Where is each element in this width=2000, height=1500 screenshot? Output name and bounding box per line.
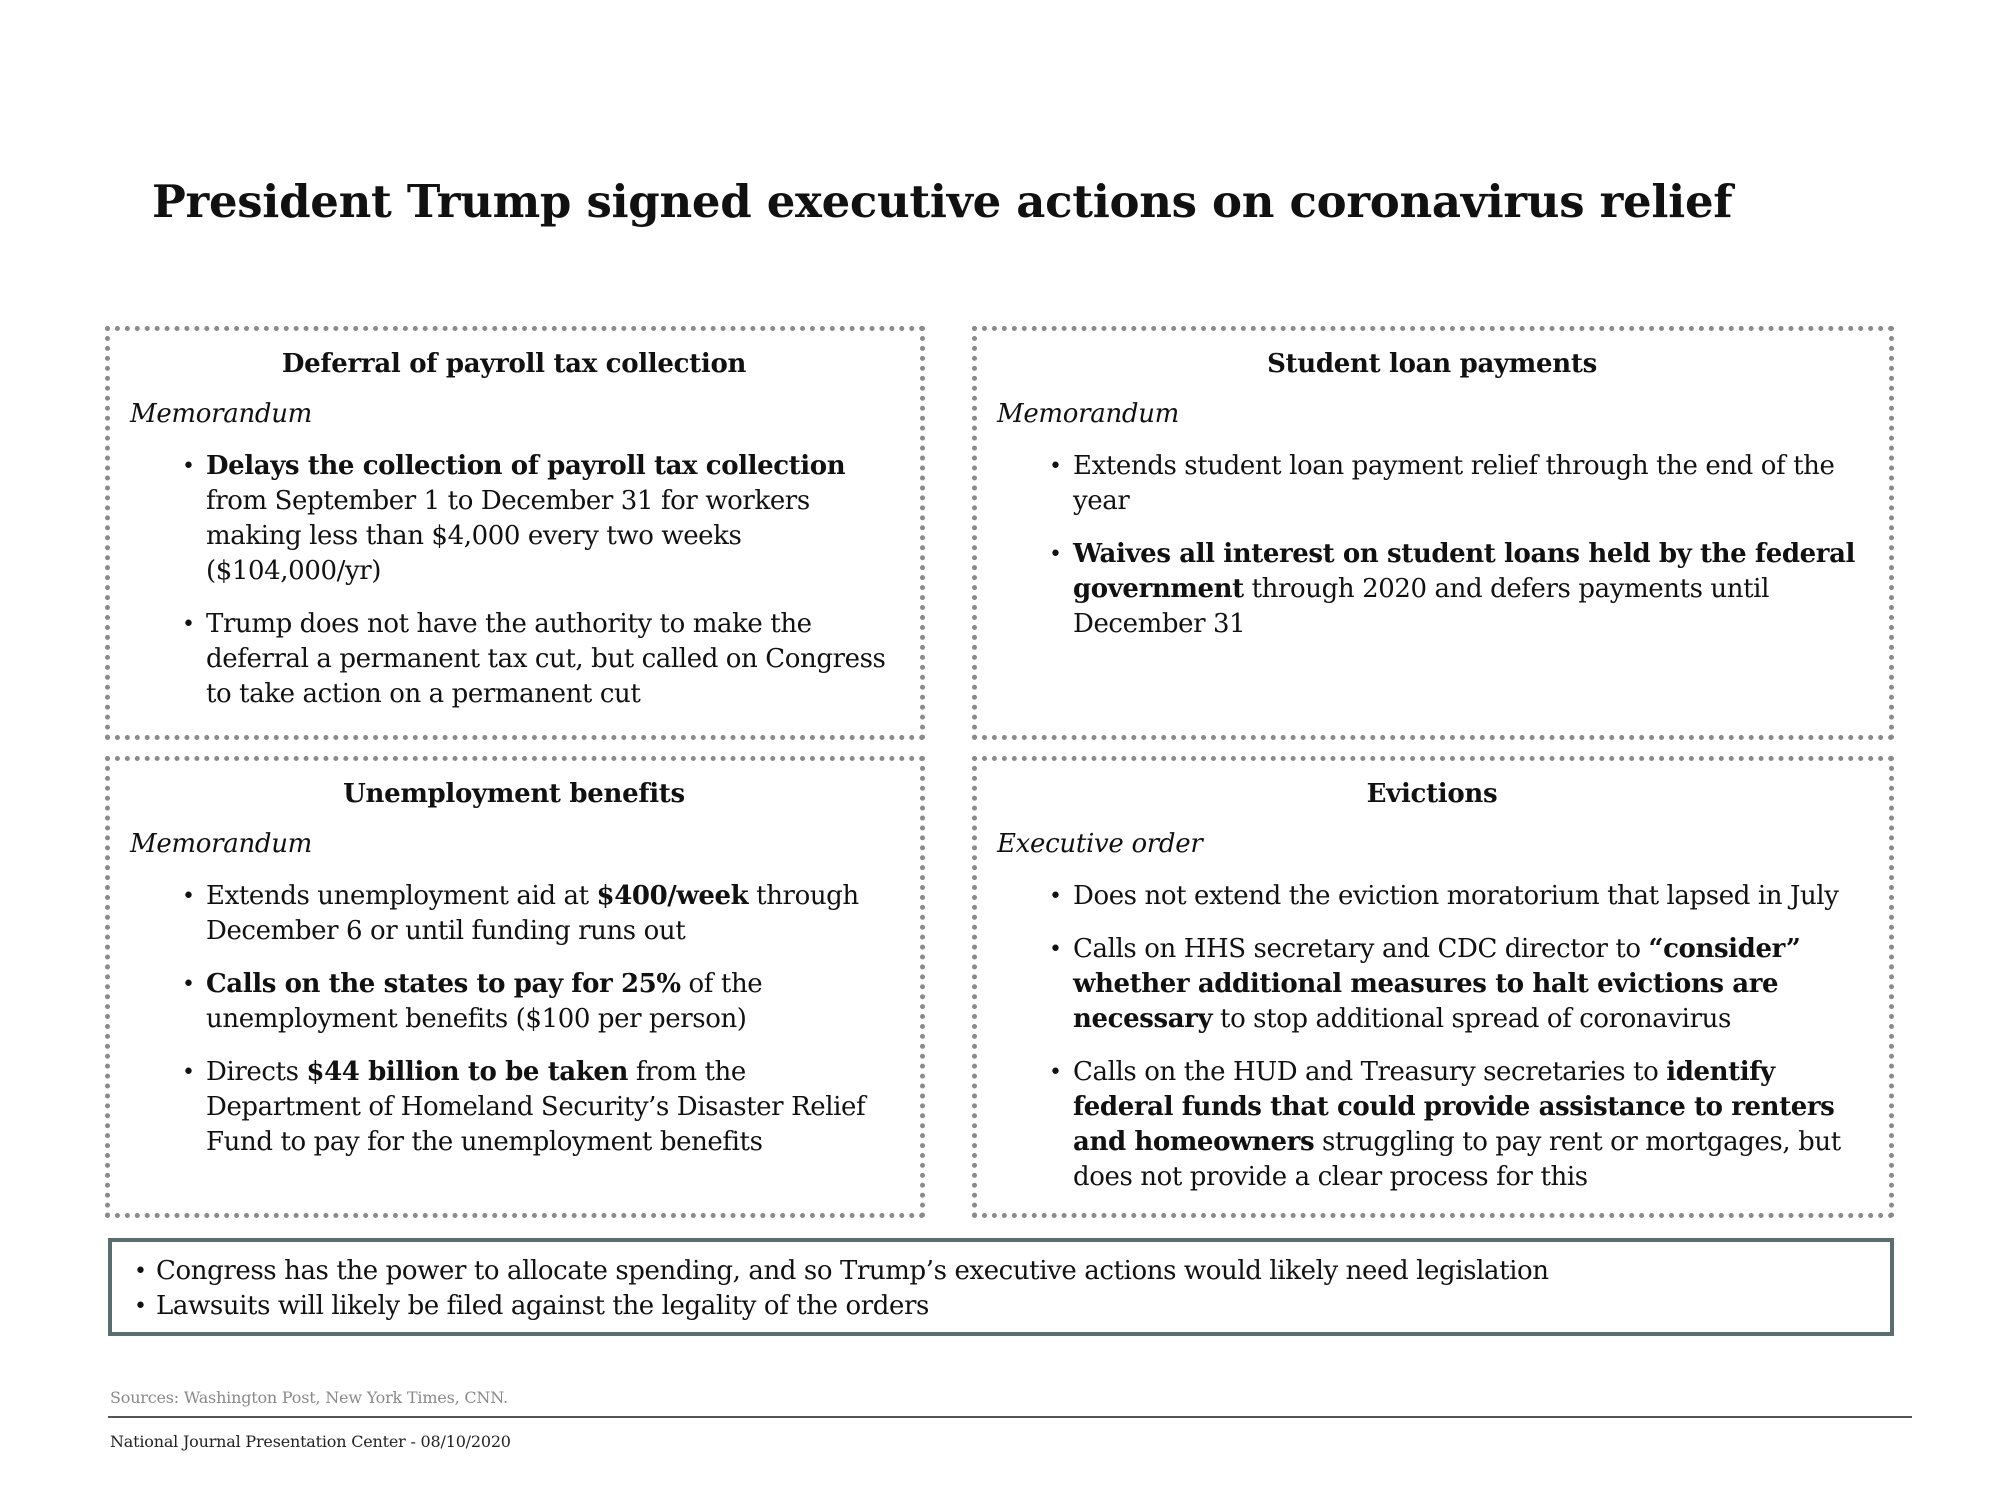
panel-heading: Deferral of payroll tax collection [281,349,747,379]
summary-item: • Congress has the power to allocate spending, and so Trump’s executive actions would likely need legislation [134,1254,1890,1289]
action-type: Memorandum [997,399,1180,429]
footer-divider [108,1416,1912,1418]
bullet-text: struggling to pay rent or mortgages, but does not provide a clear process for this [1073,1127,1841,1192]
bullet-emphasis: Calls on the states to pay for 25% [206,969,681,999]
bullet-emphasis: $400/week [596,881,749,911]
bullet-emphasis: $44 billion to be taken [306,1057,629,1087]
action-type: Executive order [997,829,1203,859]
bullet-text: Trump does not have the authority to make the deferral a permanent tax cut, but called on Congress to take action on a permanent cut [206,609,886,709]
bullet-item [1049,932,1867,1037]
bullet-item [1049,449,1867,519]
summary-box [108,1238,1894,1336]
bullet-list [997,449,1867,642]
bullet-text: from September 1 to December 31 for workers making less than $4,000 every two weeks ($104,000/yr) [206,486,810,586]
summary-item: • Lawsuits will likely be filed against the legality of the orders [134,1289,1890,1324]
bullet-text: through 2020 and defers payments until December 31 [1073,574,1769,639]
panel-unemployment [105,756,925,1218]
panel-evictions [972,756,1894,1218]
bullet-item [1049,879,1867,914]
page-title: President Trump signed executive actions on coronavirus relief [152,175,1733,228]
bullet-item [182,879,898,949]
bullet-text: Directs [206,1057,307,1087]
action-type: Memorandum [130,829,313,859]
bullet-item [182,607,898,712]
footer-credit: National Journal Presentation Center - 08/10/2020 [110,1432,511,1451]
bullet-list [997,879,1867,1195]
bullet-item [182,449,898,589]
bullet-text: to stop additional spread of coronavirus [1212,1004,1731,1034]
bullet-text: from the Department of Homeland Security’s Disaster Relief Fund to pay for the unemployment benefits [206,1057,866,1157]
bullet-text: Calls on the HUD and Treasury secretaries to [1073,1057,1667,1087]
action-type: Memorandum [130,399,313,429]
panel-payroll-tax [105,326,925,740]
bullet-text: through December 6 or until funding runs out [206,881,859,946]
panel-student-loans [972,326,1894,740]
bullet-emphasis: Delays the collection of payroll tax collection [206,451,846,481]
bullet-emphasis: identify federal funds that could provide assistance to renters and homeowners [1073,1057,1835,1157]
bullet-text: Extends unemployment aid at [206,881,597,911]
bullet-item [1049,537,1867,642]
bullet-item [182,1055,898,1160]
panel-heading: Unemployment benefits [343,779,685,809]
sources-note: Sources: Washington Post, New York Times, CNN. [110,1388,508,1407]
bullet-text: Does not extend the eviction moratorium that lapsed in July [1073,881,1839,911]
bullet-item [182,967,898,1037]
bullet-emphasis: “consider” whether additional measures to halt evictions are necessary [1073,934,1801,1034]
bullet-list [130,879,898,1160]
panel-heading: Evictions [1366,779,1498,809]
bullet-item [1049,1055,1867,1195]
bullet-text: Calls on HHS secretary and CDC director to [1073,934,1649,964]
bullet-text: Extends student loan payment relief through the end of the year [1073,451,1835,516]
bullet-emphasis: Waives all interest on student loans held by the federal government [1073,539,1855,604]
bullet-text: of the unemployment benefits ($100 per person) [206,969,763,1034]
panel-heading: Student loan payments [1267,349,1597,379]
bullet-list [130,449,898,712]
